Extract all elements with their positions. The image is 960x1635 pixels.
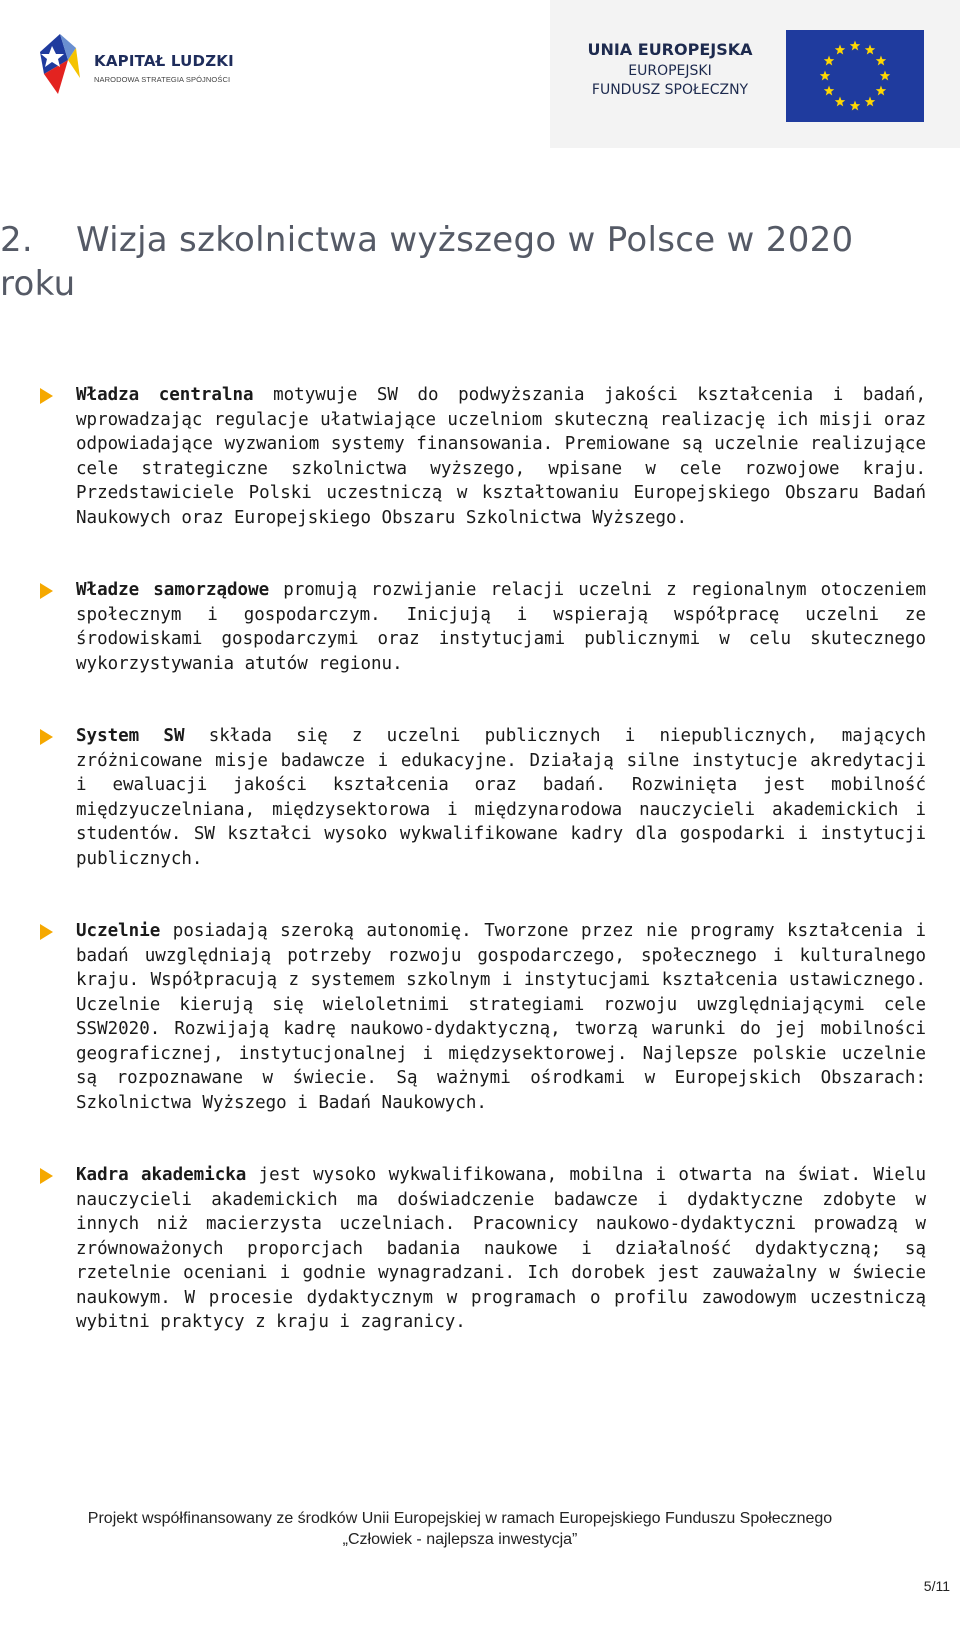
eu-star-icon (835, 96, 845, 106)
bullet-paragraph (76, 724, 926, 871)
section-number: 2. (0, 220, 34, 260)
bullet-arrow-icon (40, 924, 53, 940)
bullet-text: posiadają szeroką autonomię. Tworzone przez nie programy kształcenia i badań uwzględniają potrzeby rozwoju gospodarczego, społecznego i kulturalnego kraju. Współpracują z systemem szkolnym i instytucjami kształcenia ustawicznego. Uczelnie kierują się wieloletnimi strategiami rozwoju uwzględniającymi cele SSW2020. Rozwijają kadrę naukowo-dydaktyczną, tworzą warunki do jej mobilności geograficznej, instytucjonalnej i międzysektorowej. Najlepsze polskie uczelnie są rozpoznawane w świecie. Są ważnymi ośrodkami w Europejskich Obszarach: Szkolnictwa Wyższego i Badań Naukowych. (76, 921, 926, 1113)
page-number: 5/11 (923, 1578, 950, 1594)
bullet-arrow-icon (40, 388, 53, 404)
bullet-lead: System SW (76, 726, 185, 746)
bullet-text: motywuje SW do podwyższania jakości kształcenia i badań, wprowadzając regulacje ułatwiające uczelniom skuteczną realizację ich misji oraz odpowiadające wyzwaniom systemy finansowania. Premiowane są uczelnie realizujące cele strategiczne szkolnictwa wyższego, wpisane w cele rozwojowe kraju. Przedstawiciele Polski uczestniczą w kształtowaniu Europejskiego Obszaru Badań Naukowych oraz Europejskiego Obszaru Szkolnictwa Wyższego. (76, 385, 926, 528)
bullet-paragraph (76, 919, 926, 1115)
bullet-item (40, 1163, 960, 1335)
bullet-text: składa się z uczelni publicznych i niepublicznych, mających zróżnicowane misje badawcze i edukacyjne. Działają silne instytucje akredytacji i ewaluacji jakości kształcenia oraz badań. Rozwinięta jest mobilność międzyuczelniana, międzysektorowa i międzynarodowa nauczycieli akademickich i studentów. SW kształci wysoko wykwalifikowane kadry dla gospodarki i instytucji publicznych. (76, 726, 927, 869)
footer-line1: Projekt współfinansowany ze środków Unii Europejskiej w ramach Europejskiego Funduszu Społecznego (87, 1510, 833, 1527)
section-title: Wizja szkolnictwa wyższego w Polsce w 2020 roku (0, 220, 854, 304)
bullet-lead: Kadra akademicka (76, 1165, 247, 1185)
eu-star-icon (880, 71, 890, 81)
eu-star-icon (835, 45, 845, 55)
bullet-paragraph (76, 1163, 926, 1335)
eu-logo-line2: EUROPEJSKI (628, 63, 712, 79)
bullet-arrow-icon (40, 1168, 53, 1184)
bullet-lead: Władza centralna (76, 385, 254, 405)
eu-star-icon (865, 96, 875, 106)
section-heading (0, 218, 900, 306)
bullet-arrow-icon (40, 729, 53, 745)
eu-star-icon (820, 71, 830, 81)
eu-star-icon (850, 101, 860, 111)
bullet-list (40, 383, 960, 1335)
bullet-paragraph (76, 578, 926, 676)
eu-star-icon (876, 56, 886, 66)
kapital-ludzki-title: KAPITAŁ LUDZKI (94, 52, 234, 70)
eu-logo-line3: FUNDUSZ SPOŁECZNY (591, 82, 749, 98)
bullet-lead: Uczelnie (76, 921, 161, 941)
eu-logo-line1: UNIA EUROPEJSKA (587, 40, 753, 59)
kapital-ludzki-subtitle: NARODOWA STRATEGIA SPÓJNOŚCI (94, 75, 231, 84)
bullet-item (40, 724, 960, 871)
bullet-paragraph (76, 383, 926, 530)
eu-flag-icon (786, 30, 924, 122)
bullet-arrow-icon (40, 583, 53, 599)
kapital-ludzki-logo (36, 30, 256, 110)
bullet-text: promują rozwijanie relacji uczelni z regionalnym otoczeniem społecznym i gospodarczym. Inicjują i wspierają współpracę uczelni ze środowiskami gospodarczymi oraz instytucjami publicznymi w celu skutecznego wykorzystywania atutów regionu. (76, 580, 926, 674)
eu-star-icon (824, 86, 834, 96)
bullet-item (40, 919, 960, 1115)
bullet-text: jest wysoko wykwalifikowana, mobilna i otwarta na świat. Wielu nauczycieli akademickich ma doświadczenie badawcze i dydaktyczne zdobyte w innych niż macierzysta uczelniach. Pracownicy naukowo-dydaktyczni prowadzą w zrównoważonych proporcjach badania naukowe i działalność dydaktyczną; są rzetelnie oceniani i godnie wynagradzani. Ich dorobek jest zauważalny w świecie naukowym. W procesie dydaktycznym w programach o profilu zawodowym uczestniczą wybitni praktycy z kraju i zagranicy. (76, 1165, 926, 1332)
page-footer (0, 1508, 920, 1550)
eu-star-icon (876, 86, 886, 96)
eu-star-icon (824, 56, 834, 66)
footer-line2: „Człowiek - najlepsza inwestycja” (342, 1531, 578, 1548)
kapital-ludzki-emblem-icon (36, 30, 92, 110)
bullet-item (40, 383, 960, 530)
eu-logo (550, 0, 960, 148)
bullet-lead: Władze samorządowe (76, 580, 270, 600)
eu-logo-text (580, 40, 760, 98)
eu-star-icon (850, 41, 860, 51)
bullet-item (40, 578, 960, 676)
eu-star-icon (865, 45, 875, 55)
